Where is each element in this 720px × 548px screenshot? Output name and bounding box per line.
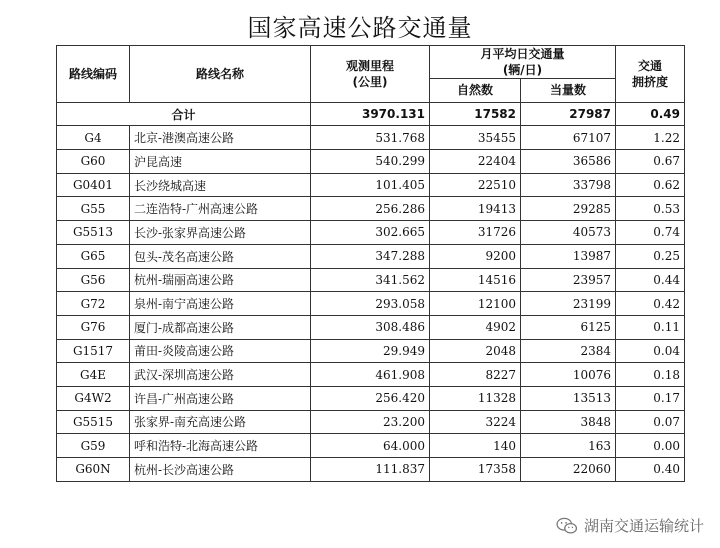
table-row [57,221,685,245]
table-row [57,458,685,482]
cell-code: G59 [57,434,130,458]
table-row [57,292,685,316]
cell-equivalent: 6125 [521,315,616,339]
cell-code: G1517 [57,339,130,363]
cell-equivalent: 22060 [521,458,616,482]
table-row [57,126,685,150]
table-row [57,410,685,434]
cell-congestion: 0.67 [616,150,685,174]
total-congestion: 0.49 [616,102,685,126]
cell-natural: 35455 [430,126,521,150]
header-cong-line1: 交通 [637,58,662,73]
header-km [311,46,430,103]
cell-name: 泉州-南宁高速公路 [130,292,311,316]
cell-name: 北京-港澳高速公路 [130,126,311,150]
cell-km: 293.058 [311,292,430,316]
cell-km: 461.908 [311,363,430,387]
header-km-line1: 观测里程 [345,58,394,73]
cell-natural: 4902 [430,315,521,339]
cell-km: 341.562 [311,268,430,292]
table-row [57,150,685,174]
cell-natural: 22510 [430,173,521,197]
cell-equivalent: 23199 [521,292,616,316]
cell-congestion: 0.04 [616,339,685,363]
cell-code: G4W2 [57,386,130,410]
cell-congestion: 0.07 [616,410,685,434]
wechat-icon [556,517,578,535]
cell-congestion: 0.25 [616,244,685,268]
table-row [57,197,685,221]
cell-km: 347.288 [311,244,430,268]
header-traffic-line2: (辆/日) [502,63,543,77]
cell-natural: 8227 [430,363,521,387]
cell-km: 302.665 [311,221,430,245]
total-equivalent: 27987 [521,102,616,126]
cell-km: 111.837 [311,458,430,482]
cell-equivalent: 13513 [521,386,616,410]
cell-equivalent: 29285 [521,197,616,221]
cell-code: G0401 [57,173,130,197]
cell-name: 杭州-长沙高速公路 [130,458,311,482]
cell-km: 308.486 [311,315,430,339]
watermark-text: 湖南交通运输统计 [583,517,704,535]
total-row [57,102,685,126]
table-row [57,339,685,363]
header-equivalent: 当量数 [521,79,616,103]
table-row [57,268,685,292]
cell-natural: 22404 [430,150,521,174]
cell-equivalent: 40573 [521,221,616,245]
cell-natural: 17358 [430,458,521,482]
header-km-line2: (公里) [352,74,388,89]
cell-congestion: 0.11 [616,315,685,339]
watermark [556,515,704,536]
cell-name: 许昌-广州高速公路 [130,386,311,410]
header-name: 路线名称 [130,46,311,103]
cell-natural: 14516 [430,268,521,292]
cell-name: 沪昆高速 [130,150,311,174]
cell-km: 531.768 [311,126,430,150]
total-km: 3970.131 [311,102,430,126]
cell-equivalent: 67107 [521,126,616,150]
header-code: 路线编码 [57,46,130,103]
cell-code: G60N [57,458,130,482]
cell-code: G76 [57,315,130,339]
cell-name: 张家界-南充高速公路 [130,410,311,434]
cell-equivalent: 13987 [521,244,616,268]
cell-name: 武汉-深圳高速公路 [130,363,311,387]
cell-name: 长沙绕城高速 [130,173,311,197]
cell-name: 二连浩特-广州高速公路 [130,197,311,221]
cell-km: 29.949 [311,339,430,363]
table-row [57,363,685,387]
cell-code: G4E [57,363,130,387]
header-traffic [430,46,616,79]
cell-natural: 3224 [430,410,521,434]
cell-name: 包头-茂名高速公路 [130,244,311,268]
page-title: 国家高速公路交通量 [247,14,473,42]
cell-name: 长沙-张家界高速公路 [130,221,311,245]
cell-name: 杭州-瑞丽高速公路 [130,268,311,292]
cell-congestion: 0.74 [616,221,685,245]
cell-km: 540.299 [311,150,430,174]
cell-equivalent: 163 [521,434,616,458]
cell-congestion: 0.17 [616,386,685,410]
cell-name: 厦门-成都高速公路 [130,315,311,339]
cell-km: 23.200 [311,410,430,434]
cell-km: 256.420 [311,386,430,410]
cell-code: G5515 [57,410,130,434]
table-row [57,386,685,410]
cell-natural: 9200 [430,244,521,268]
cell-equivalent: 23957 [521,268,616,292]
cell-congestion: 0.00 [616,434,685,458]
traffic-table [56,45,685,482]
cell-natural: 19413 [430,197,521,221]
cell-congestion: 0.53 [616,197,685,221]
cell-code: G5513 [57,221,130,245]
cell-equivalent: 3848 [521,410,616,434]
cell-name: 莆田-炎陵高速公路 [130,339,311,363]
cell-congestion: 0.18 [616,363,685,387]
total-natural: 17582 [430,102,521,126]
cell-km: 101.405 [311,173,430,197]
cell-name: 呼和浩特-北海高速公路 [130,434,311,458]
table-row [57,434,685,458]
cell-code: G4 [57,126,130,150]
cell-equivalent: 2384 [521,339,616,363]
table-row [57,173,685,197]
cell-congestion: 0.62 [616,173,685,197]
cell-natural: 140 [430,434,521,458]
cell-code: G55 [57,197,130,221]
cell-natural: 11328 [430,386,521,410]
cell-km: 64.000 [311,434,430,458]
cell-code: G60 [57,150,130,174]
cell-congestion: 1.22 [616,126,685,150]
cell-equivalent: 36586 [521,150,616,174]
table-row [57,244,685,268]
cell-code: G65 [57,244,130,268]
cell-equivalent: 33798 [521,173,616,197]
table-row [57,315,685,339]
header-cong-line2: 拥挤度 [631,74,668,89]
cell-congestion: 0.42 [616,292,685,316]
header-congestion [616,46,685,103]
header-traffic-line1: 月平均日交通量 [480,47,565,61]
total-label: 合计 [57,102,311,126]
cell-code: G72 [57,292,130,316]
cell-congestion: 0.40 [616,458,685,482]
header-natural: 自然数 [430,79,521,103]
cell-congestion: 0.44 [616,268,685,292]
cell-code: G56 [57,268,130,292]
cell-km: 256.286 [311,197,430,221]
cell-natural: 2048 [430,339,521,363]
cell-natural: 12100 [430,292,521,316]
cell-natural: 31726 [430,221,521,245]
cell-equivalent: 10076 [521,363,616,387]
